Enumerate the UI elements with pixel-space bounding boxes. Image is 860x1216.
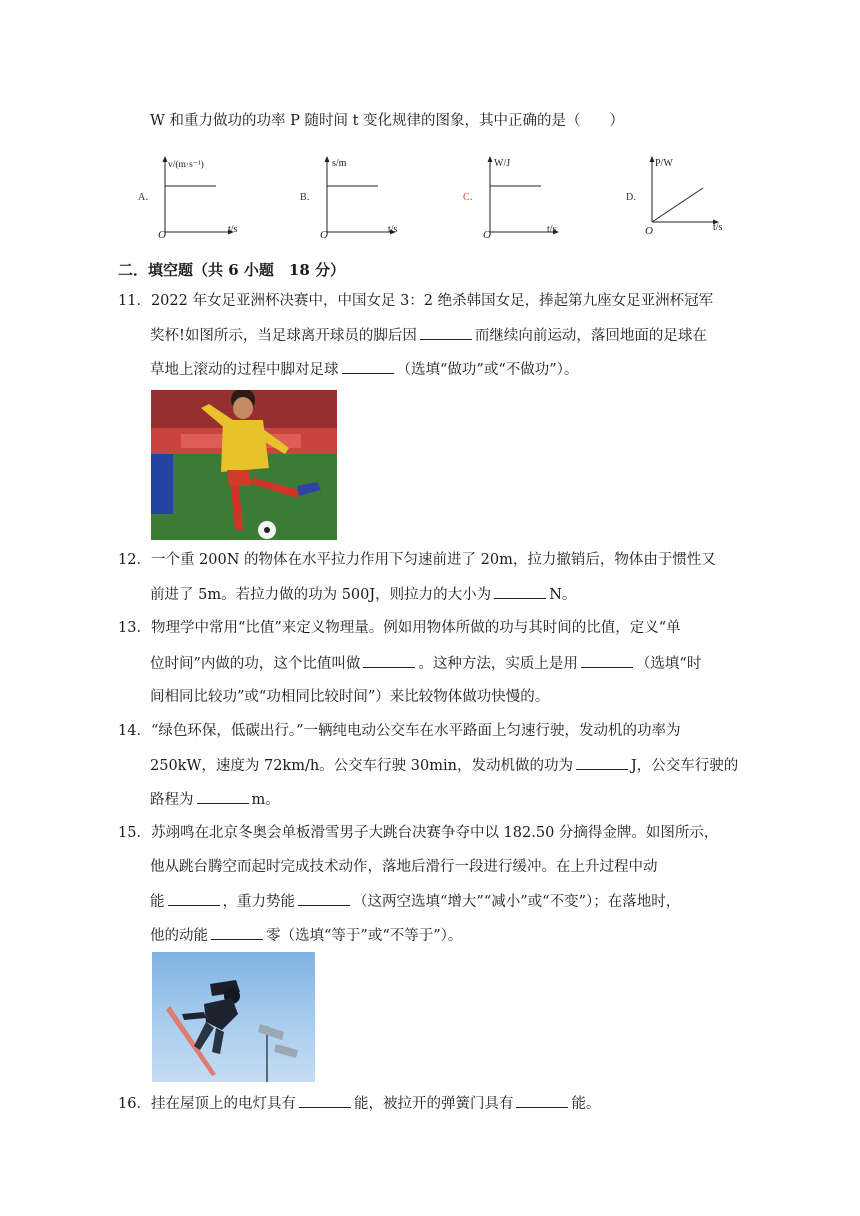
q13-line-1: 13．物理学中常用“比值”来定义物理量。例如用物体所做的功与其时间的比值，定义“单 xyxy=(118,620,681,636)
q13-line-3: 间相同比较功”或“功相同比较时间”）来比较物体做功快慢的。 xyxy=(150,689,550,705)
option-a-label: A． xyxy=(138,192,156,203)
q11-line-1: 11．2022 年女足亚洲杯决赛中，中国女足 3：2 绝杀韩国女足，捧起第九座女足亚洲杯冠军 xyxy=(118,293,714,309)
q15-blank-2[interactable] xyxy=(298,891,350,906)
graph-b xyxy=(312,152,412,240)
section-2-title: 二．填空题（共 6 小题 18 分） xyxy=(118,261,345,279)
question-10-tail: W 和重力做功的功率 P 随时间 t 变化规律的图象，其中正确的是（ ） xyxy=(150,113,625,129)
q12-line-1: 12．一个重 200N 的物体在水平拉力作用下匀速前进了 20m，拉力撤销后，物体由于惯性又 xyxy=(118,552,716,568)
q14-blank-1[interactable] xyxy=(576,755,628,770)
q15-line-2: 他从跳台腾空而起时完成技术动作，落地后滑行一段进行缓冲。在上升过程中动 xyxy=(150,859,658,875)
graph-b-ylabel: s/m xyxy=(332,158,347,169)
graph-c xyxy=(475,152,575,240)
q11-blank-1[interactable] xyxy=(420,325,472,340)
graph-d xyxy=(637,152,737,240)
graph-b-xlabel: t/s xyxy=(388,224,398,235)
q14-line-2: 250kW，速度为 72km/h。公交车行驶 30min，发动机做的功为 J，公交车行驶的 xyxy=(150,755,738,776)
q14-line-3: 路程为 m。 xyxy=(150,789,280,810)
q12-line-2: 前进了 5m。若拉力做的功为 500J，则拉力的大小为 N。 xyxy=(150,584,576,605)
q13-line-2: 位时间”内做的功，这个比值叫做 。这种方法，实质上是用 （选填“时 xyxy=(150,653,701,674)
graph-a xyxy=(150,152,250,240)
graph-d-xlabel: t/s xyxy=(713,222,723,233)
q15-blank-1[interactable] xyxy=(168,891,220,906)
q15-line-3: 能 ，重力势能 （这两空选填“增大”“减小”或“不变”）；在落地时， xyxy=(150,891,680,912)
q11-blank-2[interactable] xyxy=(342,359,394,374)
option-d-label: D． xyxy=(626,192,644,203)
q12-blank-1[interactable] xyxy=(494,584,546,599)
graph-d-ylabel: P/W xyxy=(655,158,673,169)
option-c-label: C． xyxy=(463,192,480,203)
q16-blank-1[interactable] xyxy=(299,1093,351,1108)
graph-d-origin: O xyxy=(645,225,653,237)
option-b-label: B． xyxy=(300,192,317,203)
soccer-player-photo xyxy=(151,390,337,540)
q16-line-1: 16．挂在屋顶上的电灯具有 能，被拉开的弹簧门具有 能。 xyxy=(118,1093,600,1114)
graph-a-ylabel: v/(m·s⁻¹) xyxy=(168,160,204,170)
graph-c-ylabel: W/J xyxy=(494,158,511,169)
q13-blank-1[interactable] xyxy=(363,653,415,668)
q15-line-4: 他的动能 零（选填“等于”或“不等于”）。 xyxy=(150,925,462,946)
q11-line-2: 奖杯!如图所示，当足球离开球员的脚后因 而继续向前运动，落回地面的足球在 xyxy=(150,325,707,346)
q14-blank-2[interactable] xyxy=(197,789,249,804)
graph-b-origin: O xyxy=(320,229,328,240)
q11-line-3: 草地上滚动的过程中脚对足球 （选填“做功”或“不做功”）。 xyxy=(150,359,578,380)
graph-a-origin: O xyxy=(158,229,166,240)
q15-blank-3[interactable] xyxy=(211,925,263,940)
q16-blank-2[interactable] xyxy=(516,1093,568,1108)
q14-line-1: 14．“绿色环保，低碳出行。”一辆纯电动公交车在水平路面上匀速行驶，发动机的功率为 xyxy=(118,723,681,739)
graph-c-origin: O xyxy=(483,229,491,240)
graph-a-xlabel: t/s xyxy=(228,224,238,235)
graph-c-xlabel: t/s xyxy=(547,224,557,235)
snowboarder-photo xyxy=(152,952,315,1082)
q15-line-1: 15．苏翊鸣在北京冬奥会单板滑雪男子大跳台决赛争夺中以 182.50 分摘得金牌。如图所示， xyxy=(118,825,719,841)
q13-blank-2[interactable] xyxy=(581,653,633,668)
